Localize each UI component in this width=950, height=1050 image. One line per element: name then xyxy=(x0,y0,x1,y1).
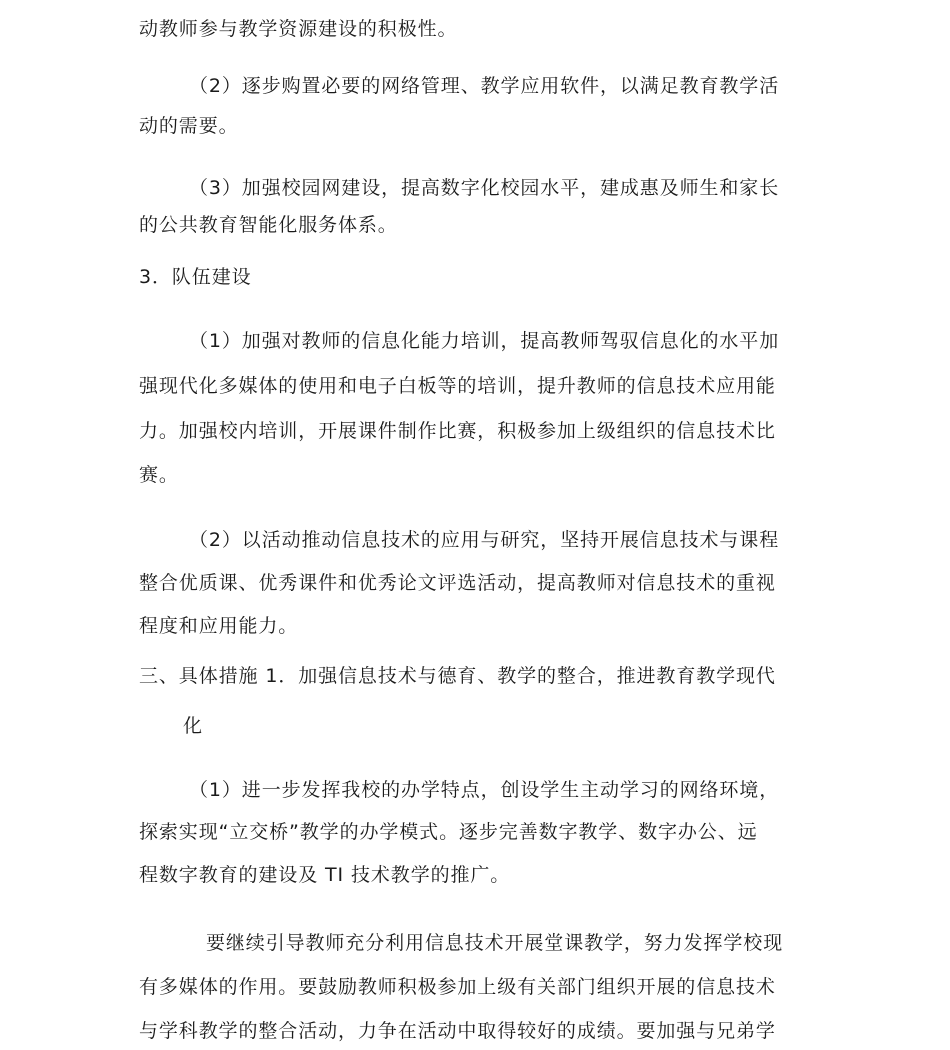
text-line: 探索实现“立交桥”教学的办学模式。逐步完善数字教学、数字办公、远 xyxy=(139,821,758,843)
text-line: （3）加强校园网建设，提高数字化校园水平，建成惠及师生和家长 xyxy=(189,177,780,199)
text-line: 程数字教育的建设及 TI 技术教学的推广。 xyxy=(139,864,511,886)
text-line: 动教师参与教学资源建设的积极性。 xyxy=(139,18,458,40)
text-line: 要继续引导教师充分利用信息技术开展堂课教学，努力发挥学校现 xyxy=(206,932,784,954)
text-line: 化 xyxy=(183,715,203,737)
text-line: 整合优质课、优秀课件和优秀论文评选活动，提高教师对信息技术的重视 xyxy=(139,572,776,594)
text-line: 力。加强校内培训，开展课件制作比赛，积极参加上级组织的信息技术比 xyxy=(139,420,776,442)
text-line: （1）加强对教师的信息化能力培训，提高教师驾驭信息化的水平加 xyxy=(189,330,780,352)
section-heading: 三、具体措施 1．加强信息技术与德育、教学的整合，推进教育教学现代 xyxy=(139,665,776,687)
text-line: 有多媒体的作用。要鼓励教师积极参加上级有关部门组织开展的信息技术 xyxy=(139,976,776,998)
text-line: 与学科教学的整合活动，力争在活动中取得较好的成绩。要加强与兄弟学 xyxy=(139,1020,776,1042)
text-line: 程度和应用能力。 xyxy=(139,615,299,637)
text-line: （1）进一步发挥我校的办学特点，创设学生主动学习的网络环境， xyxy=(189,779,780,801)
text-line: （2）以活动推动信息技术的应用与研究，坚持开展信息技术与课程 xyxy=(189,529,780,551)
section-heading: 3．队伍建设 xyxy=(139,266,252,288)
text-line: （2）逐步购置必要的网络管理、教学应用软件，以满足教育教学活 xyxy=(189,75,780,97)
text-line: 动的需要。 xyxy=(139,115,239,137)
text-line: 的公共教育智能化服务体系。 xyxy=(139,214,398,236)
text-line: 强现代化多媒体的使用和电子白板等的培训，提升教师的信息技术应用能 xyxy=(139,375,776,397)
text-line: 赛。 xyxy=(139,464,179,486)
